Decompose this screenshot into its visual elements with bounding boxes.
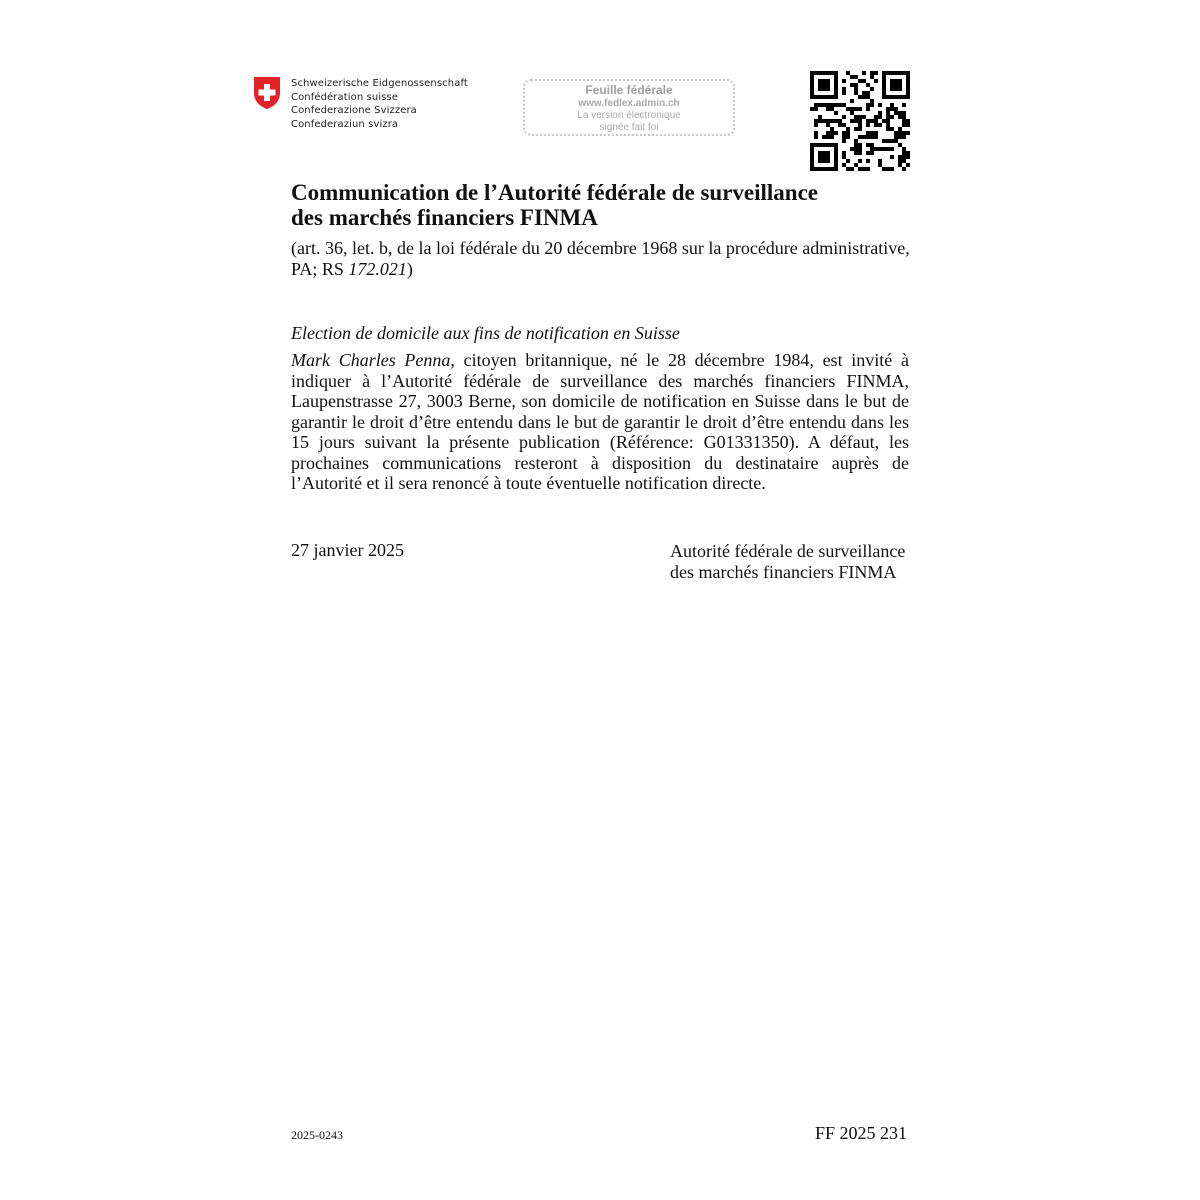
document-title xyxy=(291,180,931,230)
stamp-title: Feuille fédérale xyxy=(585,83,673,97)
stamp-note-2: signée fait foi xyxy=(599,122,659,133)
signature-block xyxy=(670,541,905,582)
stamp-note-1: La version électronique xyxy=(577,110,681,121)
signature-line-1: Autorité fédérale de surveillance xyxy=(670,541,906,561)
notice-body xyxy=(291,350,909,494)
rs-number: 172.021 xyxy=(348,259,407,279)
legal-basis-close: ) xyxy=(406,259,413,279)
person-name: Mark Charles Penna xyxy=(291,350,451,370)
stamp-url: www.fedlex.admin.ch xyxy=(578,98,680,109)
notice-text: , citoyen britannique, né le 28 décembre 1984, est invité à indiquer à l’Autorité fédérale de surveillance des marchés financiers FINMA, Laupenstrasse 27, 3003 Berne, son domicile de notification en Suisse dans le but de garantir le droit d’être entendu dans le but de garantir le droit d’être entendu dans les 15 jours suivant la présente publication (Référence: G01331350). A défaut, les prochaines communications resteront à disposition du destinataire auprès de l’Autorité et il sera renoncé à toute éventuelle notification directe. xyxy=(291,350,909,493)
title-line-1: Communication de l’Autorité fédérale de surveillance xyxy=(291,180,818,205)
legal-basis xyxy=(291,238,921,280)
confederation-line-it: Confederazione Svizzera xyxy=(291,105,417,116)
federal-gazette-reference: FF 2025 231 xyxy=(815,1123,908,1143)
confederation-names xyxy=(291,77,468,131)
electronic-signature-stamp xyxy=(523,79,735,136)
qr-code-icon[interactable] xyxy=(810,71,910,171)
signature-line-2: des marchés financiers FINMA xyxy=(670,561,897,582)
title-line-2: des marchés financiers FINMA xyxy=(291,205,598,230)
publication-date: 27 janvier 2025 xyxy=(291,540,404,560)
section-heading: Election de domicile aux fins de notification en Suisse xyxy=(291,323,680,343)
swiss-cross-shield-icon xyxy=(252,76,282,110)
confederation-line-de: Schweizerische Eidgenossenschaft xyxy=(291,78,468,89)
document-number: 2025-0243 xyxy=(291,1128,343,1142)
confederation-line-rm: Confederaziun svizra xyxy=(291,118,399,130)
legal-basis-text: (art. 36, let. b, de la loi fédérale du 20 décembre 1968 sur la procédure administrative, PA; RS xyxy=(291,238,910,279)
confederation-line-fr: Confédération suisse xyxy=(291,91,399,103)
